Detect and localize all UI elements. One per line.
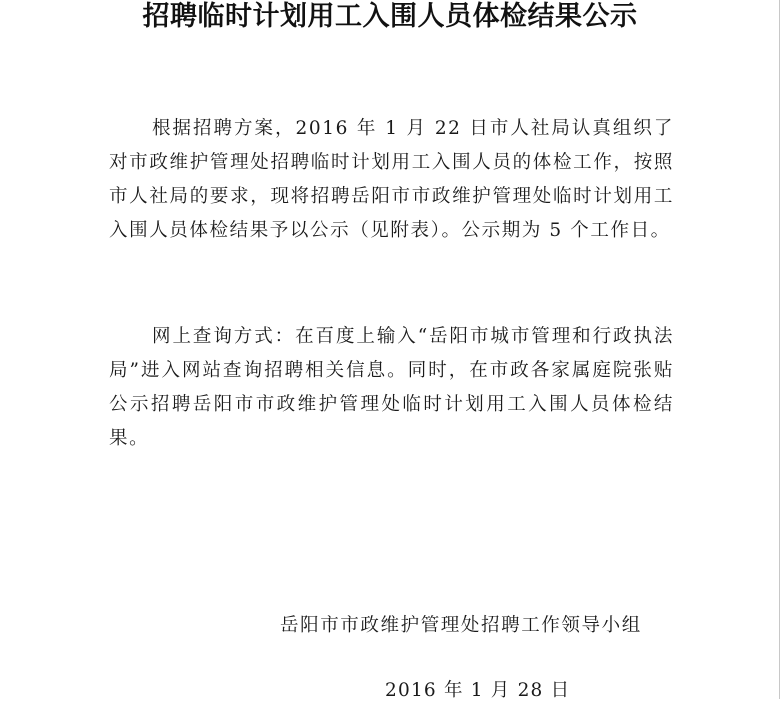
paragraph-online-query: 网上查询方式：在百度上输入“岳阳市城市管理和行政执法局”进入网站查询招聘相关信息。同时，在市政各家属庭院张贴公示招聘岳阳市市政维护管理处临时计划用工入围人员体检结果。	[109, 326, 674, 449]
signature-date: 2016 年 1 月 28 日	[385, 680, 571, 701]
paragraph-announcement: 根据招聘方案，2016 年 1 月 22 日市人社局认真组织了对市政维护管理处招聘临时计划用工入围人员的体检工作，按照市人社局的要求，现将招聘岳阳市市政维护管理处临时计划用工入围人员体检结果予以公示（见附表）。公示期为 5 个工作日。	[109, 118, 674, 241]
signature-organization: 岳阳市市政维护管理处招聘工作领导小组	[280, 615, 642, 636]
document-title: 招聘临时计划用工入围人员体检结果公示	[142, 1, 638, 32]
